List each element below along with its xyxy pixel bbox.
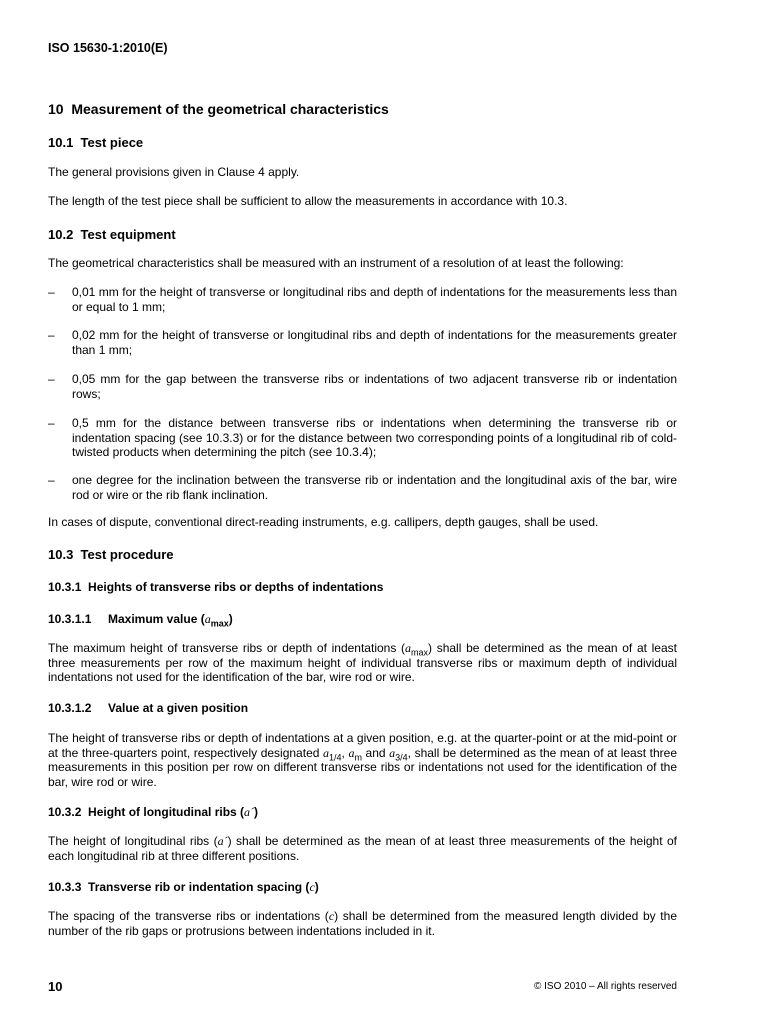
symbol: a xyxy=(348,745,355,760)
section-title: Test equipment xyxy=(80,227,176,242)
section-number: 10.3.3 xyxy=(48,880,82,894)
section-10-3-1-heading xyxy=(48,580,383,594)
section-title: Maximum value ( xyxy=(108,612,205,626)
paragraph xyxy=(48,834,677,863)
section-number: 10.2 xyxy=(48,227,74,242)
list-item-text: 0,01 mm for the height of transverse or longitudinal ribs and depth of indentations for the measurements less than or equal to 1 mm; xyxy=(72,285,677,314)
section-title: Measurement of the geometrical characteristics xyxy=(71,101,389,117)
section-title-end: ) xyxy=(314,880,319,894)
section-number: 10.3.1.1 xyxy=(48,612,92,626)
list-dash: – xyxy=(48,328,55,342)
section-10-3-2-heading xyxy=(48,805,258,820)
section-title: Test piece xyxy=(80,135,144,150)
symbol: a´ xyxy=(244,805,255,819)
paragraph: In cases of dispute, conventional direct-reading instruments, e.g. callipers, depth gauges, shall be used. xyxy=(48,515,599,529)
list-dash: – xyxy=(48,372,55,386)
section-title-end: ) xyxy=(228,612,233,626)
text-run: and xyxy=(361,745,390,760)
text-run: ) shall be determined from the measured length divided by the number of the rib gaps or protrusions between indentations included in it. xyxy=(48,909,677,938)
text-run: ) shall be determined as the mean of at least three measurements per row of the maximum height of individual transverse ribs or maximum depth of individual indentations not used for the identification of the bar, wire rod or wire. xyxy=(48,641,677,685)
symbol-subscript: 1/4 xyxy=(329,751,342,762)
text-run: The height of longitudinal ribs ( xyxy=(48,834,218,848)
text-run: The height of transverse ribs or depth of indentations at a given position, e.g. at the quarter-point or at the mid-point or at the three-quarters point, respectively designated xyxy=(48,731,677,760)
symbol: a xyxy=(405,641,412,655)
section-10-2-heading xyxy=(48,227,176,242)
text-run: The spacing of the transverse ribs or indentations ( xyxy=(48,909,329,923)
symbol-subscript: 3/4 xyxy=(395,751,408,762)
list-dash: – xyxy=(48,416,55,430)
symbol: a´ xyxy=(217,834,228,848)
list-item-text: 0,05 mm for the gap between the transverse ribs or indentations of two adjacent transverse rib or indentation rows; xyxy=(72,372,677,401)
section-number: 10 xyxy=(48,101,64,117)
list-item-text: 0,02 mm for the height of transverse or longitudinal ribs and depth of indentations for the measurements greater than 1 mm; xyxy=(72,328,677,357)
section-10-1-heading xyxy=(48,135,143,150)
section-number: 10.3.1.2 xyxy=(48,701,92,715)
section-10-3-1-1-heading xyxy=(48,612,233,627)
section-title: Heights of transverse ribs or depths of indentations xyxy=(88,580,384,594)
copyright-notice: © ISO 2010 – All rights reserved xyxy=(534,981,677,992)
symbol: a xyxy=(204,612,211,626)
section-number: 10.3.2 xyxy=(48,805,82,819)
symbol: c xyxy=(309,880,315,894)
section-title: Value at a given position xyxy=(108,701,249,715)
section-title: Height of longitudinal ribs ( xyxy=(88,805,245,819)
text-run: The maximum height of transverse ribs or depth of indentations ( xyxy=(48,641,406,655)
list-dash: – xyxy=(48,473,55,487)
list-item-text: one degree for the inclination between the transverse rib or indentation and the longitudinal axis of the bar, wire rod or wire or the rib flank inclination. xyxy=(72,473,677,502)
text-run: , shall be determined as the mean of at least three measurements in this position per row on different transverse ribs or indentations not used for the identification of the bar, wire rod or wire. xyxy=(48,745,677,789)
list-item xyxy=(48,285,677,314)
section-10-3-heading xyxy=(48,547,174,562)
paragraph: The length of the test piece shall be sufficient to allow the measurements in accordance with 10.3. xyxy=(48,194,568,208)
symbol-subscript: max xyxy=(411,647,429,658)
list-item xyxy=(48,473,677,502)
paragraph xyxy=(48,641,677,685)
section-number: 10.1 xyxy=(48,135,74,150)
section-10-3-1-2-heading xyxy=(48,701,248,715)
paragraph: The geometrical characteristics shall be measured with an instrument of a resolution of at least the following: xyxy=(48,256,624,270)
list-dash: – xyxy=(48,285,55,299)
paragraph xyxy=(48,909,677,938)
section-10-heading xyxy=(48,101,389,117)
list-item xyxy=(48,416,677,460)
section-title-end: ) xyxy=(254,805,259,819)
text-run: , xyxy=(341,745,349,760)
symbol: c xyxy=(328,909,335,923)
symbol-subscript: m xyxy=(354,751,362,762)
section-number: 10.3 xyxy=(48,547,74,562)
list-item xyxy=(48,328,677,357)
page-number: 10 xyxy=(48,979,63,994)
paragraph: The general provisions given in Clause 4 apply. xyxy=(48,165,300,179)
document-header: ISO 15630-1:2010(E) xyxy=(48,41,168,55)
section-10-3-3-heading xyxy=(48,880,319,895)
symbol: a xyxy=(389,745,396,760)
paragraph xyxy=(48,731,677,789)
section-number: 10.3.1 xyxy=(48,580,82,594)
list-item xyxy=(48,372,677,401)
symbol: a xyxy=(323,745,329,760)
section-title: Transverse rib or indentation spacing ( xyxy=(88,880,310,894)
symbol-subscript: max xyxy=(210,618,229,629)
section-title: Test procedure xyxy=(80,547,174,562)
text-run: ) shall be determined as the mean of at least three measurements of the height of each longitudinal rib at three different positions. xyxy=(48,834,677,863)
list-item-text: 0,5 mm for the distance between transverse ribs or indentations when determining the transverse rib or indentation spacing (see 10.3.3) or for the distance between two corresponding points of a longitudinal rib of cold-twisted products when determining the pitch (see 10.3.4); xyxy=(72,416,677,460)
